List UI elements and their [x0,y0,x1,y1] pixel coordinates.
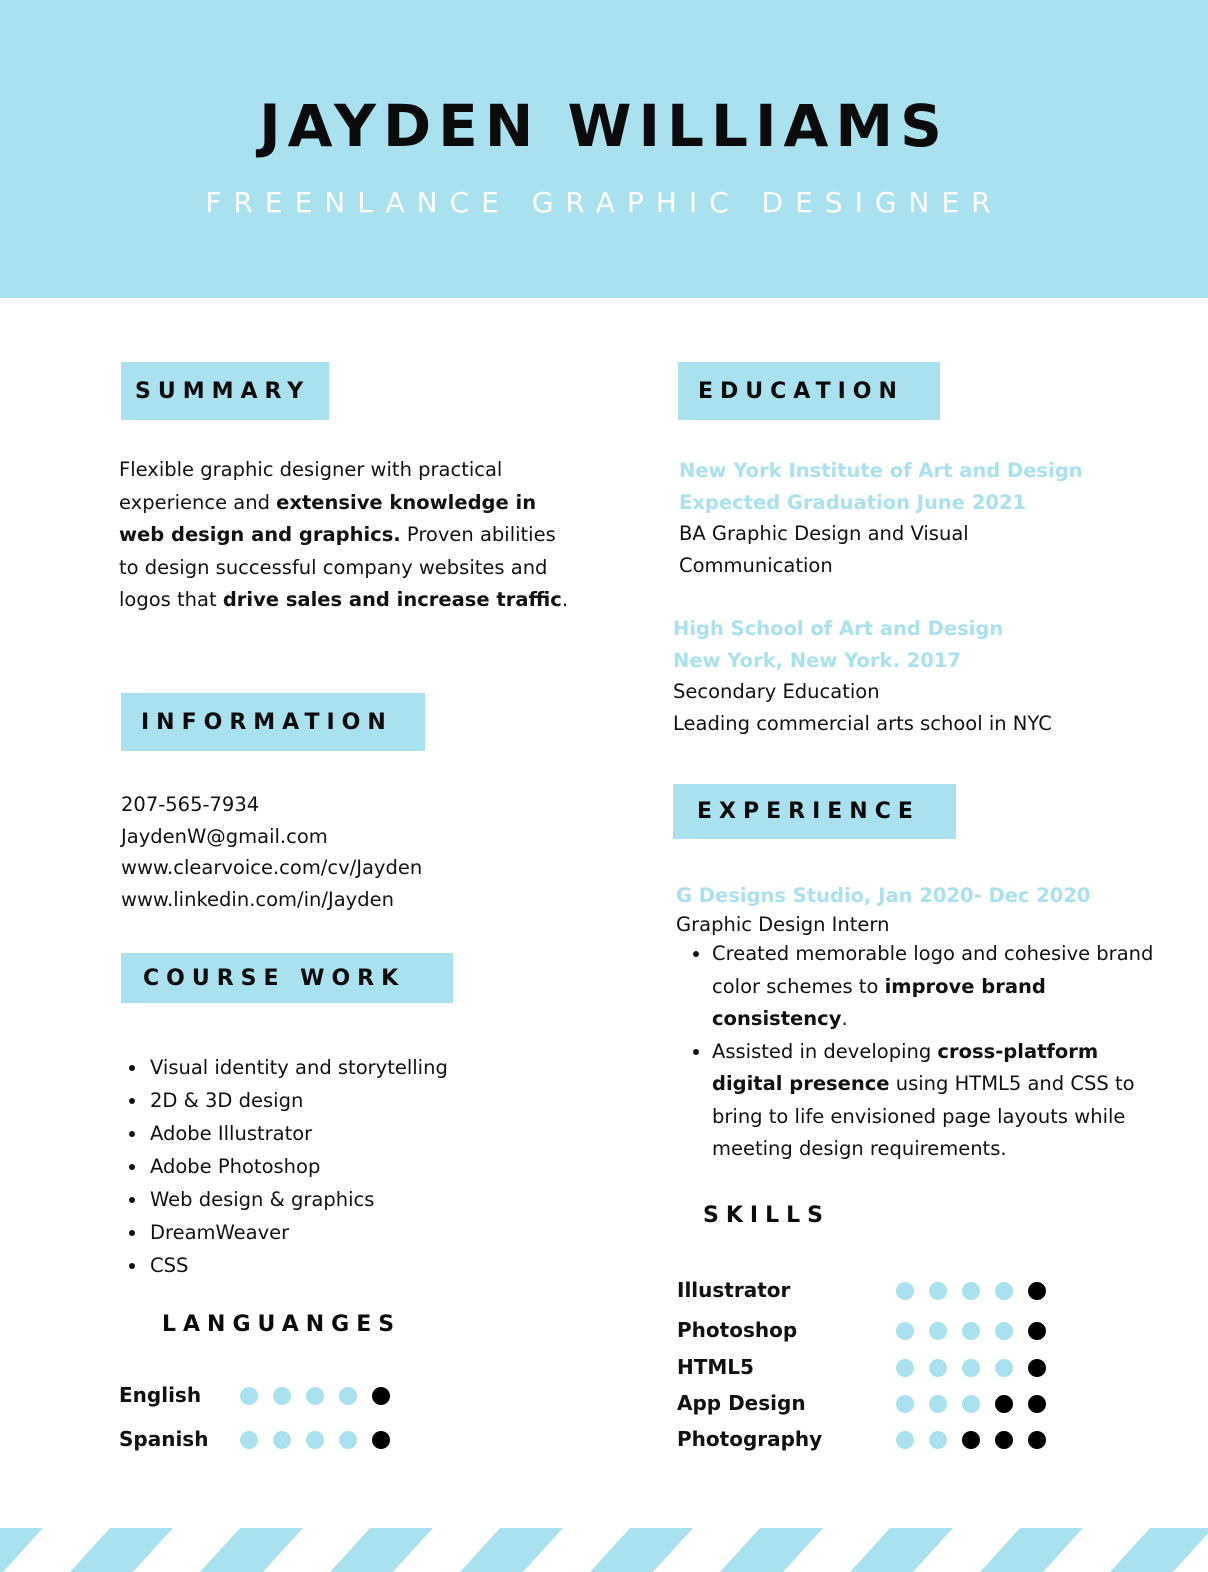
rating-dot-empty [962,1395,980,1413]
experience-entry [676,881,1091,939]
rating-dot-filled [1028,1282,1046,1300]
rating-label: Spanish [119,1427,209,1451]
rating-dot-filled [1028,1395,1046,1413]
summary-heading: SUMMARY [121,362,329,420]
experience-heading: EXPERIENCE [673,784,956,839]
course-work-heading: COURSE WORK [121,953,453,1003]
contact-info [121,789,422,915]
footer-stripe [720,1528,823,1572]
footer-stripe [70,1528,173,1572]
course-item: • Visual identity and storytelling [148,1051,448,1084]
rating-dot-filled [372,1431,390,1449]
company-dates: G Designs Studio, Jan 2020- Dec 2020 [676,884,1091,907]
rating-dot-empty [962,1359,980,1377]
rating-dot-filled [995,1395,1013,1413]
body-text: . [561,588,569,611]
rating-dot-empty [240,1431,258,1449]
course-item: • 2D & 3D design [148,1084,448,1117]
body-text: Created memorable logo and cohesive brand color schemes to [712,942,1154,998]
course-work-list [120,1051,448,1282]
rating-dot-empty [929,1395,947,1413]
rating-label: Photography [677,1427,823,1451]
rating-dot-empty [306,1387,324,1405]
rating-dot-empty [962,1282,980,1300]
rating-label: App Design [677,1391,806,1415]
job-role: Graphic Design Intern [676,913,890,936]
rating-dot-empty [896,1359,914,1377]
footer-stripe [200,1528,303,1572]
degree-line: Communication [679,553,833,577]
footer-stripe [330,1528,433,1572]
body-text: using HTML5 and CSS to bring to life envisioned page layouts while meeting design requirements. [712,1072,1135,1160]
course-item: • Web design & graphics [148,1183,448,1216]
degree-line: Secondary Education [673,680,880,703]
rating-dot-empty [240,1387,258,1405]
rating-dot-filled [1028,1322,1046,1340]
emphasis-text: cross-platform digital presence [712,1039,1099,1095]
rating-dot-empty [896,1395,914,1413]
rating-dot-empty [339,1431,357,1449]
email-address[interactable]: JaydenW@gmail.com [121,824,328,848]
skills-heading: SKILLS [703,1203,830,1228]
rating-dot-empty [306,1431,324,1449]
emphasis-text: improve brand consistency [712,974,1046,1030]
rating-dot-empty [896,1282,914,1300]
experience-bullet [712,1036,1174,1166]
emphasis-text: extensive knowledge in web design and graphics. [119,490,537,546]
footer-stripe [1110,1528,1208,1572]
rating-dot-empty [929,1282,947,1300]
body-text: Proven abilities to design successful company websites and logos that [119,523,556,611]
rating-dot-empty [339,1387,357,1405]
information-heading: INFORMATION [121,693,425,751]
experience-bullets [676,938,1174,1166]
candidate-name: JAYDEN WILLIAMS [259,92,949,160]
header-banner [0,0,1208,298]
education-entry-1 [679,455,1083,581]
summary-text [119,454,579,617]
candidate-title: FREENLANCE GRAPHIC DESIGNER [205,186,1003,219]
course-item: • CSS [148,1249,448,1282]
course-item: • Adobe Illustrator [148,1117,448,1150]
rating-dot-filled [962,1431,980,1449]
footer-stripe [460,1528,563,1572]
education-entry-2 [673,613,1052,739]
school-date: New York, New York. 2017 [673,648,961,672]
rating-dot-filled [995,1431,1013,1449]
school-name: New York Institute of Art and Design [679,459,1083,482]
rating-dot-empty [273,1387,291,1405]
emphasis-text: drive sales and increase traffic [222,588,562,611]
school-name: High School of Art and Design [673,617,1004,640]
rating-dot-filled [372,1387,390,1405]
rating-dot-empty [995,1322,1013,1340]
rating-label: HTML5 [677,1355,754,1379]
linkedin-link[interactable]: www.linkedin.com/in/Jayden [121,887,394,911]
rating-dot-empty [995,1359,1013,1377]
body-text: . [841,1007,848,1030]
rating-dot-empty [929,1431,947,1449]
rating-dot-empty [995,1282,1013,1300]
body-text: Assisted in developing [712,1039,938,1063]
rating-dot-empty [896,1431,914,1449]
footer-stripe [0,1528,43,1572]
footer-stripe [980,1528,1083,1572]
course-item: • DreamWeaver [148,1216,448,1249]
rating-dot-empty [962,1322,980,1340]
footer-stripe [850,1528,953,1572]
school-date: Expected Graduation June 2021 [679,490,1027,514]
languages-heading: LANGUANGES [162,1312,402,1337]
experience-bullet [712,938,1174,1036]
footer-stripe [590,1528,693,1572]
rating-label: English [119,1383,202,1407]
rating-dot-filled [1028,1431,1046,1449]
rating-dot-empty [929,1359,947,1377]
degree-line: Leading commercial arts school in NYC [673,711,1052,735]
rating-dot-empty [896,1322,914,1340]
rating-dot-empty [273,1431,291,1449]
footer-stripes [0,1528,1208,1572]
course-item: • Adobe Photoshop [148,1150,448,1183]
rating-dot-filled [1028,1359,1046,1377]
rating-label: Illustrator [677,1278,791,1302]
education-heading: EDUCATION [678,362,940,420]
rating-dot-empty [929,1322,947,1340]
rating-label: Photoshop [677,1318,798,1342]
website-link[interactable]: www.clearvoice.com/cv/Jayden [121,856,423,879]
body-text: Flexible graphic designer with practical experience and [119,458,503,514]
phone-number: 207-565-7934 [121,793,260,816]
degree-line: BA Graphic Design and Visual [679,522,969,545]
